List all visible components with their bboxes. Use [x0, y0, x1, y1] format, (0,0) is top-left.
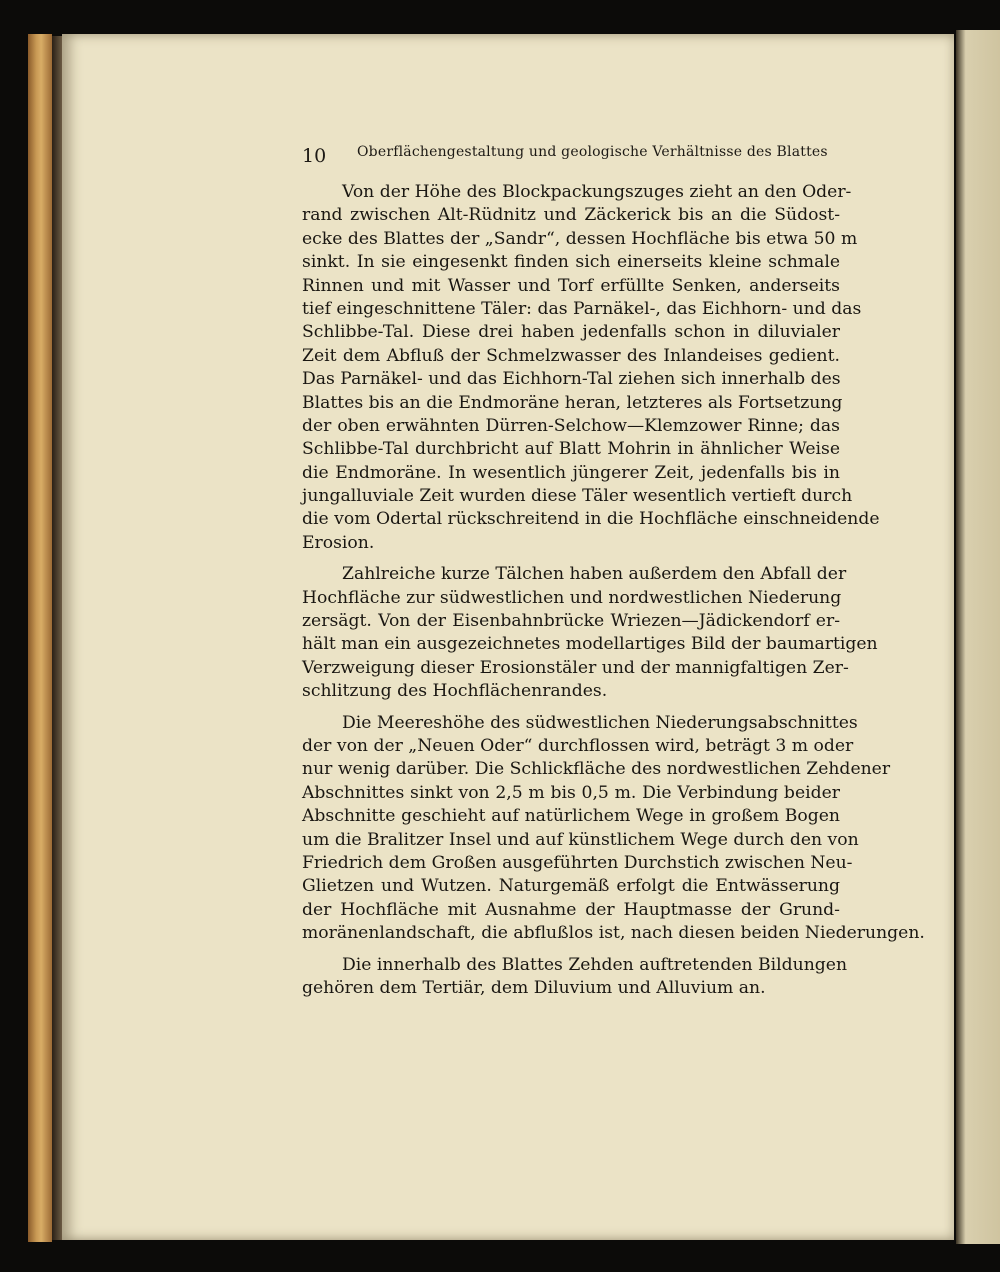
text-line: moränenlandschaft, die abflußlos ist, nach diesen beiden Niederungen. [302, 923, 925, 944]
text-line: Schlibbe-Tal. Diese drei haben jedenfalls schon in diluvialer [302, 322, 840, 343]
text-line: ecke des Blattes der „Sandr“, dessen Hochfläche bis etwa 50 m [302, 228, 858, 249]
text-line: Abschnitte geschieht auf natürlichem Wege in großem Bogen [302, 806, 840, 827]
text-line: der von der „Neuen Oder“ durchflossen wird, beträgt 3 m oder [302, 735, 854, 756]
text-line: rand zwischen Alt-Rüdnitz und Zäckerick bis an die Südost- [302, 205, 840, 226]
text-line: Glietzen und Wutzen. Naturgemäß erfolgt die Entwässerung [302, 876, 840, 897]
book-spine [28, 34, 52, 1242]
text-line: Erosion. [302, 532, 375, 553]
paragraph [302, 712, 925, 946]
page-gutter-shadow [52, 36, 62, 1240]
paragraph [302, 563, 878, 703]
text-line: Hochfläche zur südwestlichen und nordwestlichen Niederung [302, 587, 842, 608]
text-line: Rinnen und mit Wasser und Torf erfüllte Senken, anderseits [302, 275, 840, 296]
text-line: Die Meereshöhe des südwestlichen Niederungsabschnittes [342, 712, 858, 733]
text-line: der oben erwähnten Dürren-Selchow—Klemzower Rinne; das [302, 415, 840, 436]
text-line: Von der Höhe des Blockpackungszuges zieht an den Oder- [342, 182, 852, 202]
text-line: Zahlreiche kurze Tälchen haben außerdem den Abfall der [342, 564, 847, 585]
body-text [302, 181, 925, 1000]
text-line: nur wenig darüber. Die Schlickfläche des nordwestlichen Zehdener [302, 759, 891, 780]
text-line: tief eingeschnittene Täler: das Parnäkel-, das Eichhorn- und das [302, 298, 862, 319]
text-line: Schlibbe-Tal durchbricht auf Blatt Mohrin in ähnlicher Weise [302, 439, 840, 460]
running-head: Oberflächengestaltung und geologische Verhältnisse des Blattes [357, 144, 828, 160]
text-line: die vom Odertal rückschreitend in die Hochfläche einschneidende [302, 509, 880, 530]
text-line: sinkt. In sie eingesenkt finden sich einerseits kleine schmale [302, 252, 840, 273]
text-line: um die Bralitzer Insel und auf künstlichem Wege durch den von [302, 829, 859, 850]
page-number: 10 [302, 145, 327, 167]
text-line: jungalluviale Zeit wurden diese Täler wesentlich vertieft durch [302, 486, 853, 507]
text-line: zersägt. Von der Eisenbahnbrücke Wriezen—Jädickendorf er- [302, 611, 840, 632]
text-line: Abschnittes sinkt von 2,5 m bis 0,5 m. Die Verbindung beider [302, 782, 840, 803]
text-line: Friedrich dem Großen ausgeführten Durchstich zwischen Neu- [302, 852, 853, 873]
text-line: hält man ein ausgezeichnetes modellartiges Bild der baumartigen [302, 634, 878, 655]
text-line: Die innerhalb des Blattes Zehden auftretenden Bildungen [342, 954, 848, 975]
text-line: schlitzung des Hochflächenrandes. [302, 681, 608, 702]
text-line: Zeit dem Abfluß der Schmelzwasser des Inlandeises gedient. [302, 345, 840, 366]
text-line: der Hochfläche mit Ausnahme der Hauptmasse der Grund- [302, 899, 840, 920]
paragraph [302, 181, 880, 555]
text-line: gehören dem Tertiär, dem Diluvium und Alluvium an. [302, 977, 766, 998]
text-line: Das Parnäkel- und das Eichhorn-Tal ziehen sich innerhalb des [302, 369, 841, 390]
next-page-edge [956, 30, 1000, 1244]
paragraph [302, 954, 848, 1001]
text-line: Verzweigung dieser Erosionstäler und der mannigfaltigen Zer- [302, 657, 849, 678]
text-line: Blattes bis an die Endmoräne heran, letzteres als Fortsetzung [302, 392, 843, 413]
page-header [300, 142, 840, 172]
text-line: die Endmoräne. In wesentlich jüngerer Zeit, jedenfalls bis in [302, 462, 840, 483]
